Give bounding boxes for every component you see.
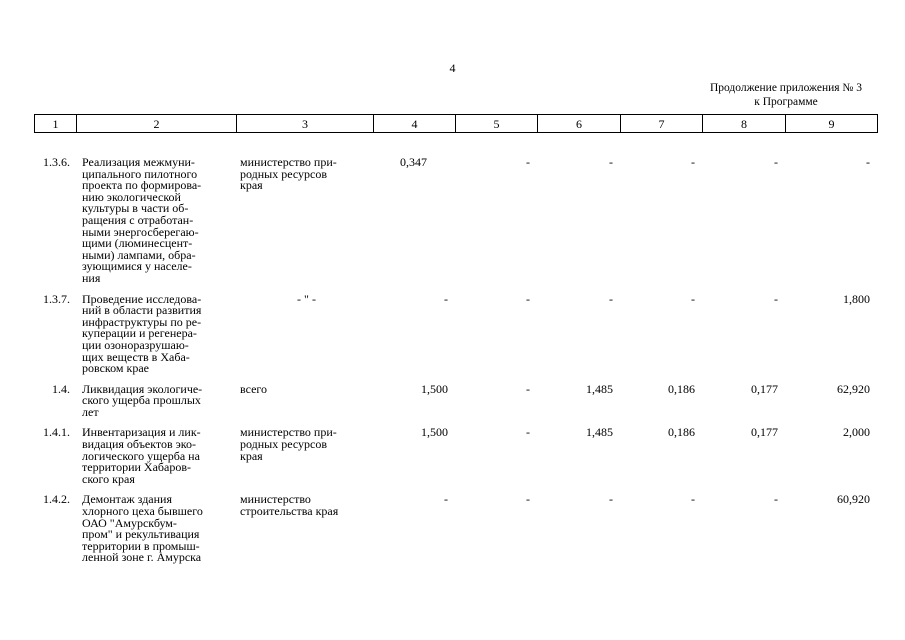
row-code: 1.4.: [52, 381, 70, 396]
page-number: 4: [449, 61, 456, 75]
row-value-col6: 1,485: [586, 425, 613, 440]
annex-line-2: к Программе: [754, 96, 818, 108]
row-code: 1.3.7.: [43, 291, 70, 306]
row-name: Реализация межмуни- ципального пилотного проекта по формирова- нию экологической культуры в части об- ращения с отработан- ными энергосберегаю- щими (люминесцент- ными) лампами, обра- зующимися у населе- ния: [82, 155, 202, 285]
header-col-4: 4: [374, 115, 456, 133]
row-value-col9: -: [866, 155, 870, 169]
header-col-9: 9: [786, 115, 878, 133]
row-name: Демонтаж здания хлорного цеха бывшего ОАО "Амурскбум- пром" и рекультивация территории в промыш- ленной зоне г. Амурска: [82, 492, 203, 565]
row-value-col7: -: [691, 492, 695, 507]
row-code: 1.3.6.: [43, 155, 70, 169]
row-executor: министерство при- родных ресурсов края: [240, 155, 337, 193]
row-value-col5: -: [526, 155, 530, 169]
row-value-col8: -: [774, 155, 778, 169]
table-row: [34, 294, 877, 384]
row-value-col6: -: [609, 492, 613, 507]
annex-line-1: Продолжение приложения № 3: [709, 82, 863, 94]
header-col-3: 3: [237, 115, 374, 133]
row-value-col5: -: [526, 492, 530, 507]
table-row: [34, 494, 877, 573]
table-row: [34, 384, 877, 428]
row-value-col7: -: [691, 155, 695, 169]
row-value-col9: 62,920: [837, 381, 870, 396]
row-value-col4: -: [444, 492, 448, 507]
row-name: Инвентаризация и лик- видация объектов эко- логического ущерба на территории Хабаров- ского края: [82, 425, 201, 486]
row-value-col8: 0,177: [751, 381, 778, 396]
row-value-col6: 1,485: [586, 381, 613, 396]
row-value-col8: -: [774, 291, 778, 306]
row-value-col9: 2,000: [843, 425, 870, 440]
row-value-col7: 0,186: [668, 425, 695, 440]
header-col-1: 1: [35, 115, 77, 133]
row-executor: всего: [240, 381, 268, 396]
header-col-7: 7: [621, 115, 703, 133]
header-col-8: 8: [703, 115, 786, 133]
header-col-6: 6: [538, 115, 621, 133]
row-value-col6: -: [609, 155, 613, 169]
header-col-2: 2: [77, 115, 237, 133]
row-value-col4: 1,500: [421, 381, 448, 396]
row-executor: - " -: [297, 291, 316, 306]
row-name: Проведение исследова- ний в области развития инфраструктуры по ре- куперации и регенера- ции озоноразрушаю- щих веществ в Хаба- ровском крае: [82, 291, 202, 376]
row-value-col5: -: [526, 381, 530, 396]
row-value-col9: 1,800: [843, 291, 870, 306]
row-value-col7: -: [691, 291, 695, 306]
header-col-5: 5: [456, 115, 538, 133]
row-executor: министерство при- родных ресурсов края: [240, 425, 337, 463]
column-number-header: [34, 114, 878, 133]
row-value-col4: 0,347: [400, 155, 427, 169]
row-value-col5: -: [526, 425, 530, 440]
row-name: Ликвидация экологиче- ского ущерба прошлых лет: [82, 381, 203, 419]
row-code: 1.4.2.: [43, 492, 70, 507]
table-row: [34, 157, 877, 294]
row-value-col7: 0,186: [668, 381, 695, 396]
row-code: 1.4.1.: [43, 425, 70, 440]
row-value-col5: -: [526, 291, 530, 306]
row-value-col4: -: [444, 291, 448, 306]
row-executor: министерство строительства края: [240, 492, 339, 519]
annex-caption: [690, 81, 882, 109]
row-value-col8: -: [774, 492, 778, 507]
row-value-col9: 60,920: [837, 492, 870, 507]
row-value-col6: -: [609, 291, 613, 306]
program-table-body: [34, 157, 877, 573]
table-row: [34, 427, 877, 494]
row-value-col4: 1,500: [421, 425, 448, 440]
row-value-col8: 0,177: [751, 425, 778, 440]
